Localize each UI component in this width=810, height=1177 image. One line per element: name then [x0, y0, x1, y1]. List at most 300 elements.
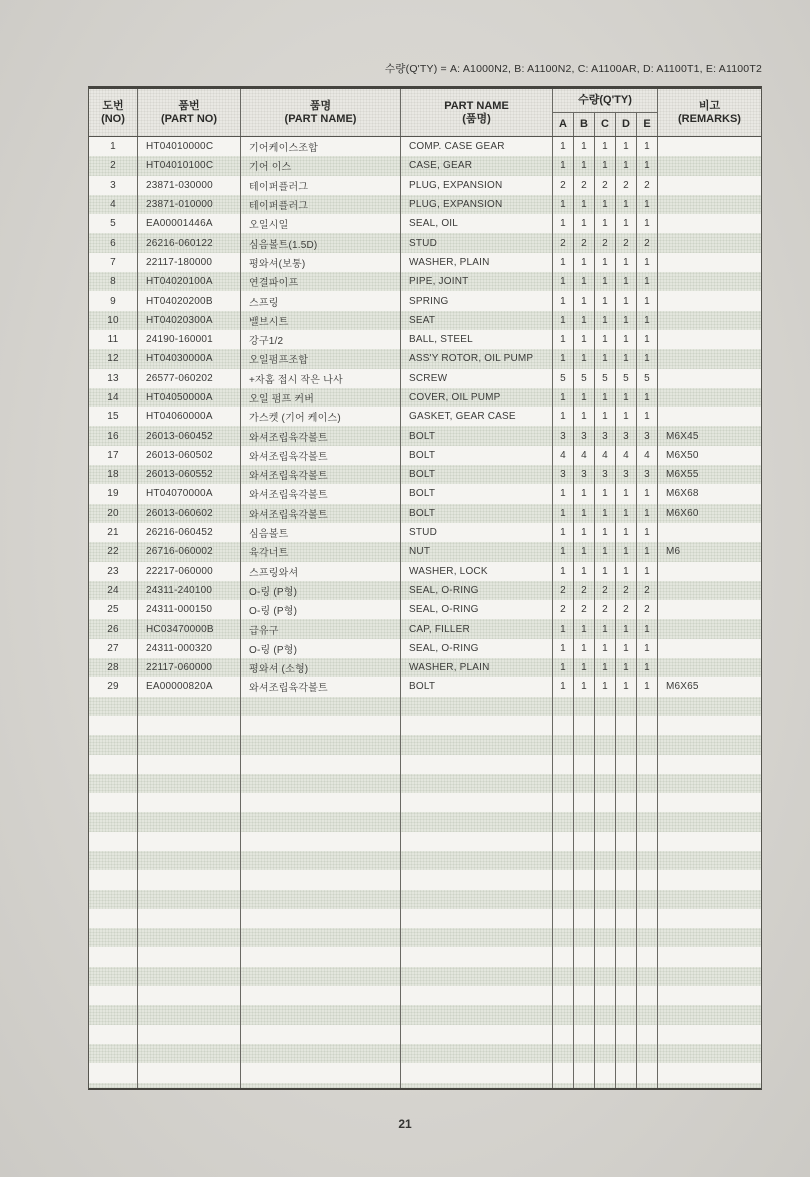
cell-remarks [658, 735, 761, 754]
cell-remarks [658, 658, 761, 677]
cell-qty-d: 1 [616, 156, 637, 175]
cell-part-name-kr: O-링 (P형) [241, 600, 401, 619]
cell-qty-e: 1 [637, 523, 658, 542]
cell-part-name-kr [241, 793, 401, 812]
cell-qty-a: 1 [553, 156, 574, 175]
cell-no [89, 735, 138, 754]
header-part-no [138, 89, 241, 136]
cell-no: 9 [89, 291, 138, 310]
cell-qty-c: 4 [595, 446, 616, 465]
cell-qty-c [595, 1005, 616, 1024]
cell-qty-e: 2 [637, 600, 658, 619]
table-row [89, 1063, 761, 1082]
cell-qty-a: 2 [553, 600, 574, 619]
table-row [89, 851, 761, 870]
cell-no: 17 [89, 446, 138, 465]
cell-remarks [658, 311, 761, 330]
cell-qty-e [637, 793, 658, 812]
cell-qty-c: 1 [595, 658, 616, 677]
cell-qty-c: 1 [595, 311, 616, 330]
cell-part-name-en: NUT [401, 542, 553, 561]
cell-part-name-en [401, 870, 553, 889]
cell-qty-c [595, 870, 616, 889]
cell-qty-e [637, 716, 658, 735]
cell-part-no: 24190-160001 [138, 330, 241, 349]
cell-remarks [658, 619, 761, 638]
cell-no: 10 [89, 311, 138, 330]
table-row [89, 426, 761, 445]
cell-qty-a: 2 [553, 233, 574, 252]
cell-qty-d: 1 [616, 484, 637, 503]
cell-part-no [138, 1044, 241, 1063]
cell-qty-d: 1 [616, 639, 637, 658]
cell-qty-a: 1 [553, 542, 574, 561]
cell-qty-e: 1 [637, 407, 658, 426]
table-row [89, 755, 761, 774]
cell-part-name-en: SEAL, O-RING [401, 639, 553, 658]
cell-qty-e: 1 [637, 195, 658, 214]
cell-qty-d: 1 [616, 349, 637, 368]
cell-qty-b [574, 1063, 595, 1082]
table-row [89, 735, 761, 754]
cell-qty-a [553, 735, 574, 754]
cell-qty-e: 2 [637, 581, 658, 600]
cell-qty-d [616, 928, 637, 947]
cell-qty-a [553, 1063, 574, 1082]
cell-qty-d: 3 [616, 465, 637, 484]
table-body [89, 137, 761, 1090]
cell-part-name-en: STUD [401, 523, 553, 542]
cell-part-name-kr [241, 1063, 401, 1082]
cell-remarks [658, 812, 761, 831]
cell-qty-a [553, 890, 574, 909]
cell-qty-e: 1 [637, 311, 658, 330]
cell-part-name-kr [241, 909, 401, 928]
cell-part-no [138, 890, 241, 909]
cell-qty-e [637, 1005, 658, 1024]
cell-qty-d [616, 851, 637, 870]
cell-qty-d: 1 [616, 562, 637, 581]
cell-qty-d: 1 [616, 291, 637, 310]
cell-qty-e [637, 832, 658, 851]
cell-part-name-en: SEAL, O-RING [401, 600, 553, 619]
cell-qty-d [616, 986, 637, 1005]
table-row [89, 349, 761, 368]
cell-no: 23 [89, 562, 138, 581]
cell-qty-d: 1 [616, 523, 637, 542]
cell-part-no: HT04070000A [138, 484, 241, 503]
cell-qty-c: 1 [595, 677, 616, 696]
cell-qty-a: 1 [553, 330, 574, 349]
cell-qty-a [553, 967, 574, 986]
cell-part-name-kr: O-링 (P형) [241, 581, 401, 600]
header-qty-c: C [595, 113, 616, 136]
cell-qty-b: 1 [574, 137, 595, 156]
cell-part-no [138, 986, 241, 1005]
header-part-name-kr [241, 89, 401, 136]
cell-part-name-kr [241, 1025, 401, 1044]
header-no-kr: 도번 [102, 100, 124, 112]
cell-part-name-kr [241, 947, 401, 966]
cell-remarks [658, 1025, 761, 1044]
cell-qty-b: 1 [574, 253, 595, 272]
cell-qty-c [595, 967, 616, 986]
cell-part-no [138, 1025, 241, 1044]
cell-no: 6 [89, 233, 138, 252]
cell-part-no [138, 793, 241, 812]
cell-qty-a: 3 [553, 465, 574, 484]
cell-no: 26 [89, 619, 138, 638]
cell-remarks [658, 1005, 761, 1024]
cell-qty-e: 3 [637, 426, 658, 445]
cell-part-no: HT04050000A [138, 388, 241, 407]
cell-qty-e [637, 870, 658, 889]
cell-part-name-en: PLUG, EXPANSION [401, 176, 553, 195]
cell-remarks [658, 870, 761, 889]
cell-qty-b: 1 [574, 272, 595, 291]
cell-qty-b: 2 [574, 581, 595, 600]
cell-part-no: 26716-060002 [138, 542, 241, 561]
cell-remarks [658, 890, 761, 909]
cell-no [89, 755, 138, 774]
cell-part-name-en [401, 890, 553, 909]
cell-qty-a: 2 [553, 176, 574, 195]
cell-qty-d [616, 697, 637, 716]
cell-part-name-en: COMP. CASE GEAR [401, 137, 553, 156]
cell-part-name-en: WASHER, PLAIN [401, 658, 553, 677]
cell-qty-a [553, 832, 574, 851]
table-row [89, 562, 761, 581]
cell-qty-c [595, 774, 616, 793]
cell-part-name-en [401, 986, 553, 1005]
cell-qty-a: 1 [553, 562, 574, 581]
cell-remarks [658, 774, 761, 793]
cell-qty-a: 1 [553, 619, 574, 638]
cell-qty-c: 1 [595, 562, 616, 581]
cell-qty-e: 1 [637, 291, 658, 310]
cell-part-name-kr: 평와셔(보통) [241, 253, 401, 272]
cell-qty-b [574, 755, 595, 774]
cell-qty-a: 1 [553, 388, 574, 407]
cell-qty-c: 1 [595, 619, 616, 638]
cell-qty-a: 1 [553, 291, 574, 310]
cell-qty-d [616, 1025, 637, 1044]
cell-qty-c: 3 [595, 426, 616, 445]
cell-part-no: 24311-000320 [138, 639, 241, 658]
cell-part-no: 22117-180000 [138, 253, 241, 272]
table-row [89, 716, 761, 735]
cell-qty-b: 2 [574, 233, 595, 252]
cell-qty-e [637, 947, 658, 966]
cell-remarks [658, 214, 761, 233]
cell-qty-d: 1 [616, 542, 637, 561]
cell-part-name-en [401, 947, 553, 966]
cell-qty-e: 5 [637, 369, 658, 388]
cell-part-no [138, 909, 241, 928]
cell-no: 29 [89, 677, 138, 696]
cell-qty-c [595, 1025, 616, 1044]
parts-table [88, 86, 762, 1090]
header-part-name-en [401, 89, 553, 136]
cell-no [89, 1044, 138, 1063]
cell-remarks: M6X45 [666, 430, 699, 442]
cell-part-name-en: SEAL, O-RING [401, 581, 553, 600]
cell-qty-d: 1 [616, 388, 637, 407]
cell-qty-e [637, 755, 658, 774]
cell-part-name-en: BALL, STEEL [401, 330, 553, 349]
cell-part-name-kr: 오일시일 [241, 214, 401, 233]
cell-part-name-en [401, 1025, 553, 1044]
cell-qty-e: 1 [637, 330, 658, 349]
table-row [89, 311, 761, 330]
table-row [89, 1044, 761, 1063]
cell-part-name-en [401, 735, 553, 754]
cell-part-name-en [401, 697, 553, 716]
cell-remarks: M6X50 [666, 449, 699, 461]
cell-qty-b [574, 928, 595, 947]
cell-qty-c [595, 909, 616, 928]
cell-remarks [658, 195, 761, 214]
cell-qty-e [637, 851, 658, 870]
cell-qty-e: 1 [637, 542, 658, 561]
cell-no: 5 [89, 214, 138, 233]
cell-qty-a [553, 986, 574, 1005]
cell-remarks [658, 176, 761, 195]
table-row [89, 832, 761, 851]
table-row [89, 407, 761, 426]
header-qty-e: E [637, 113, 658, 136]
cell-part-no: HT04030000A [138, 349, 241, 368]
cell-qty-c [595, 716, 616, 735]
cell-part-name-kr [241, 812, 401, 831]
cell-qty-a [553, 851, 574, 870]
cell-no: 25 [89, 600, 138, 619]
cell-part-name-en: CAP, FILLER [401, 619, 553, 638]
cell-no [89, 716, 138, 735]
cell-part-name-en: BOLT [401, 465, 553, 484]
cell-part-name-kr: 육각너트 [241, 542, 401, 561]
header-qty: 수량(Q'TY) [553, 89, 658, 113]
cell-part-name-kr: 심음볼트 [241, 523, 401, 542]
cell-no: 22 [89, 542, 138, 561]
cell-qty-b [574, 967, 595, 986]
cell-qty-a: 1 [553, 272, 574, 291]
cell-part-no [138, 755, 241, 774]
cell-part-name-en: ASS'Y ROTOR, OIL PUMP [401, 349, 553, 368]
cell-qty-a [553, 812, 574, 831]
cell-no [89, 986, 138, 1005]
cell-remarks [658, 639, 761, 658]
cell-qty-d: 5 [616, 369, 637, 388]
table-row [89, 176, 761, 195]
cell-qty-c [595, 755, 616, 774]
cell-qty-c: 1 [595, 291, 616, 310]
cell-no [89, 890, 138, 909]
cell-remarks: M6X60 [666, 507, 699, 519]
cell-qty-a: 1 [553, 137, 574, 156]
cell-qty-c: 1 [595, 349, 616, 368]
cell-part-name-en: CASE, GEAR [401, 156, 553, 175]
cell-qty-a [553, 774, 574, 793]
cell-qty-e: 1 [637, 677, 658, 696]
table-row [89, 156, 761, 175]
cell-remarks [658, 851, 761, 870]
cell-qty-b: 1 [574, 349, 595, 368]
cell-no [89, 793, 138, 812]
cell-qty-b [574, 1083, 595, 1090]
cell-qty-c: 3 [595, 465, 616, 484]
cell-qty-c [595, 890, 616, 909]
cell-part-name-en [401, 1083, 553, 1090]
table-row [89, 774, 761, 793]
cell-qty-d [616, 832, 637, 851]
cell-qty-e: 4 [637, 446, 658, 465]
table-row [89, 967, 761, 986]
cell-qty-e [637, 986, 658, 1005]
cell-qty-a [553, 870, 574, 889]
cell-qty-d [616, 774, 637, 793]
cell-part-name-kr: 스프링와셔 [241, 562, 401, 581]
cell-part-name-kr [241, 870, 401, 889]
cell-qty-e: 3 [637, 465, 658, 484]
cell-qty-a: 1 [553, 214, 574, 233]
cell-qty-b: 1 [574, 388, 595, 407]
cell-qty-c: 1 [595, 253, 616, 272]
cell-qty-d: 1 [616, 137, 637, 156]
table-row [89, 388, 761, 407]
cell-no [89, 1063, 138, 1082]
cell-part-name-kr: +자홈 접시 작은 나사 [241, 369, 401, 388]
table-row [89, 1083, 761, 1090]
cell-part-no [138, 928, 241, 947]
cell-qty-c: 1 [595, 639, 616, 658]
cell-qty-b: 1 [574, 504, 595, 523]
cell-part-name-en: STUD [401, 233, 553, 252]
cell-qty-c: 1 [595, 272, 616, 291]
cell-part-name-kr: 기어 이스 [241, 156, 401, 175]
cell-part-no: EA00000820A [138, 677, 241, 696]
header-no [89, 89, 138, 136]
table-row [89, 523, 761, 542]
table-row [89, 253, 761, 272]
cell-qty-a: 1 [553, 311, 574, 330]
table-row [89, 677, 761, 696]
cell-qty-e: 2 [637, 233, 658, 252]
table-row [89, 1025, 761, 1044]
cell-qty-a [553, 1025, 574, 1044]
cell-part-name-kr: 와셔조립육각볼트 [241, 446, 401, 465]
cell-qty-b: 1 [574, 195, 595, 214]
cell-qty-b [574, 870, 595, 889]
cell-qty-e [637, 1044, 658, 1063]
header-part-no-en: (PART NO) [160, 112, 217, 125]
table-row [89, 658, 761, 677]
cell-remarks [658, 388, 761, 407]
cell-qty-c: 1 [595, 523, 616, 542]
cell-part-no: 24311-240100 [138, 581, 241, 600]
cell-no: 13 [89, 369, 138, 388]
cell-qty-d: 1 [616, 195, 637, 214]
cell-part-no: HT04020200B [138, 291, 241, 310]
table-row [89, 330, 761, 349]
cell-qty-c [595, 1083, 616, 1090]
table-row [89, 812, 761, 831]
cell-qty-a: 1 [553, 484, 574, 503]
cell-qty-b: 1 [574, 677, 595, 696]
cell-qty-e [637, 909, 658, 928]
table-row [89, 619, 761, 638]
cell-qty-c: 1 [595, 388, 616, 407]
cell-qty-e: 1 [637, 639, 658, 658]
cell-part-name-en [401, 1044, 553, 1063]
cell-no [89, 832, 138, 851]
cell-qty-b: 3 [574, 465, 595, 484]
header-part-name-en-line2: (품명) [462, 112, 491, 125]
header-qty-d: D [616, 113, 637, 136]
cell-qty-e: 1 [637, 253, 658, 272]
cell-qty-a: 3 [553, 426, 574, 445]
cell-qty-d: 1 [616, 272, 637, 291]
cell-qty-d [616, 1083, 637, 1090]
cell-part-name-kr: 테이퍼플러그 [241, 195, 401, 214]
cell-qty-e [637, 890, 658, 909]
cell-qty-d: 4 [616, 446, 637, 465]
cell-no: 3 [89, 176, 138, 195]
cell-qty-b: 2 [574, 176, 595, 195]
cell-part-name-kr: 테이퍼플러그 [241, 176, 401, 195]
cell-remarks [658, 600, 761, 619]
cell-remarks [658, 562, 761, 581]
table-row [89, 986, 761, 1005]
cell-remarks [658, 755, 761, 774]
cell-part-name-en: SCREW [401, 369, 553, 388]
cell-no: 11 [89, 330, 138, 349]
cell-qty-e: 1 [637, 388, 658, 407]
cell-qty-d: 2 [616, 581, 637, 600]
cell-part-no: HT04020100A [138, 272, 241, 291]
cell-part-name-kr: 스프링 [241, 291, 401, 310]
cell-part-name-kr [241, 697, 401, 716]
table-row [89, 697, 761, 716]
cell-part-name-en: WASHER, LOCK [401, 562, 553, 581]
header-part-name-en-line1: PART NAME [444, 100, 509, 112]
cell-no [89, 1025, 138, 1044]
cell-qty-b [574, 909, 595, 928]
table-row [89, 446, 761, 465]
cell-part-name-kr: 강구1/2 [241, 330, 401, 349]
header-remarks-kr: 비고 [698, 100, 721, 112]
cell-qty-d: 1 [616, 214, 637, 233]
table-row [89, 909, 761, 928]
table-row [89, 504, 761, 523]
cell-qty-b [574, 1005, 595, 1024]
cell-part-name-en: PLUG, EXPANSION [401, 195, 553, 214]
cell-remarks [658, 291, 761, 310]
table-row [89, 484, 761, 503]
cell-part-name-kr: 오일펌프조합 [241, 349, 401, 368]
cell-remarks [658, 1063, 761, 1082]
qty-legend: 수량(Q'TY) = A: A1000N2, B: A1100N2, C: A1100AR, D: A1100T1, E: A1100T2 [384, 63, 762, 75]
cell-qty-e [637, 697, 658, 716]
cell-qty-b: 1 [574, 484, 595, 503]
cell-remarks [658, 581, 761, 600]
cell-qty-b [574, 890, 595, 909]
table-row [89, 233, 761, 252]
cell-remarks [658, 1044, 761, 1063]
cell-no: 24 [89, 581, 138, 600]
cell-part-no: 26013-060552 [138, 465, 241, 484]
cell-part-name-kr: 급유구 [241, 619, 401, 638]
